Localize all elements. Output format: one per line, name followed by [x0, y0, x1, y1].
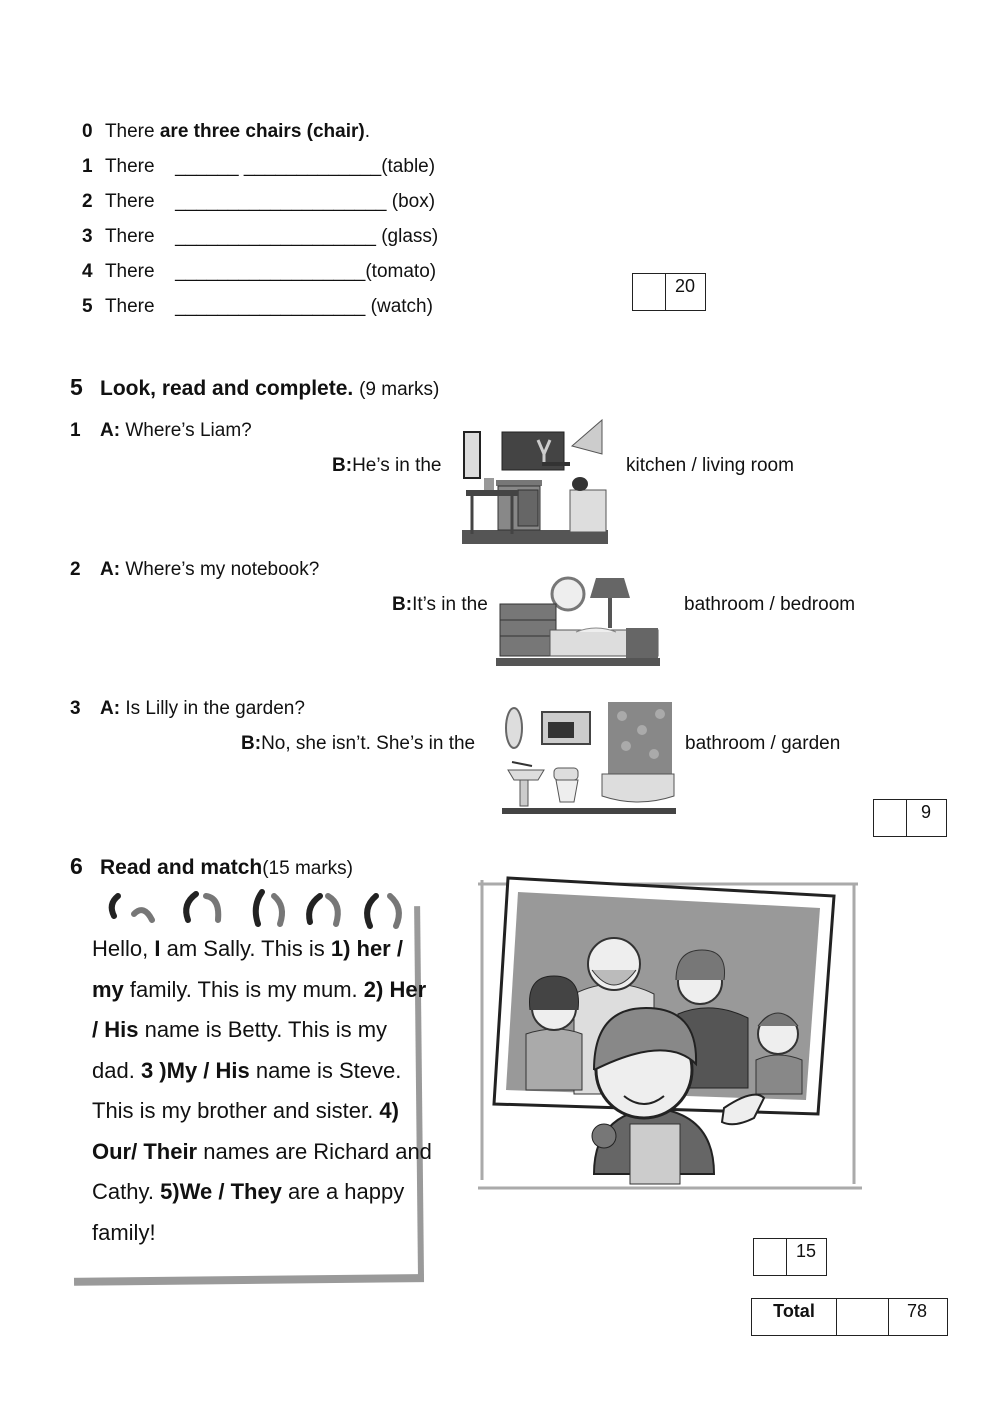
score-entry[interactable] — [754, 1239, 787, 1275]
b-label: B: — [332, 455, 353, 476]
b-label: B: — [241, 733, 262, 754]
line-start: There — [104, 191, 155, 212]
ex4-line-3 — [82, 226, 438, 248]
line-start: There — [104, 261, 155, 282]
section-number: 6 — [70, 853, 83, 879]
text-part: family. This is my mum. — [123, 976, 364, 1002]
a-label: A: — [100, 559, 121, 580]
ex6-heading — [70, 853, 353, 880]
ex5-heading — [70, 374, 439, 401]
b-label: B: — [392, 594, 413, 615]
bathroom-picture — [502, 700, 676, 814]
item-number: 2 — [70, 559, 81, 580]
section-number: 5 — [70, 374, 83, 400]
hint: (tomato) — [365, 261, 437, 282]
choice-2[interactable]: 2) Her / His — [92, 976, 427, 1042]
line-number: 3 — [82, 226, 93, 247]
answer-blank[interactable]: ____________________ — [175, 191, 387, 212]
ex5-answer-2 — [392, 594, 488, 616]
ex5-answer-3 — [241, 733, 475, 755]
ex5-options-2[interactable]: bathroom / bedroom — [684, 594, 856, 615]
a-label: A: — [100, 420, 121, 441]
score-max: 9 — [920, 802, 931, 822]
question-text: Where’s Liam? — [125, 420, 252, 441]
question-text: Is Lilly in the garden? — [125, 698, 305, 719]
text-bold: I — [154, 936, 161, 961]
ex5-question-3 — [70, 698, 305, 720]
ex5-score-box — [873, 799, 947, 837]
line-start: There — [104, 121, 155, 142]
score-entry[interactable] — [874, 800, 907, 836]
line-start: There — [104, 296, 155, 317]
bedroom-picture — [496, 572, 660, 666]
notebook-rings — [100, 886, 420, 932]
line-number: 0 — [82, 121, 93, 142]
ex5-answer-1 — [332, 455, 442, 477]
line-number: 5 — [82, 296, 93, 317]
answer-text: No, she isn’t. She’s in the — [261, 733, 476, 754]
hint: (watch) — [370, 296, 433, 317]
total-label: Total — [752, 1299, 837, 1335]
score-entry[interactable] — [633, 274, 666, 310]
answer-text: He’s in the — [352, 455, 442, 476]
choice-1[interactable]: 1) her / my — [92, 936, 403, 1002]
text-part: am Sally. This is — [160, 936, 331, 961]
text-part: Hello, — [92, 936, 155, 961]
kitchen-picture — [462, 418, 608, 544]
section-marks: (15 marks) — [262, 858, 354, 879]
line-number: 2 — [82, 191, 93, 212]
hint: (box) — [391, 191, 436, 212]
line-start: There — [104, 156, 155, 177]
ex4-line-4 — [82, 261, 436, 283]
ex5-options-3[interactable]: bathroom / garden — [685, 733, 841, 754]
answer-text: It’s in the — [412, 594, 488, 615]
total-max: 78 — [906, 1301, 928, 1321]
section-title: Read and match — [100, 856, 263, 879]
total-entry[interactable] — [837, 1299, 889, 1335]
score-max: 15 — [795, 1241, 817, 1261]
text-part: names are Richard and Cathy. — [92, 1138, 432, 1204]
ex5-question-1 — [70, 420, 252, 442]
example-answer: are three chairs (chair) — [159, 121, 365, 142]
ex6-text — [92, 929, 432, 1253]
ex4-line-2 — [82, 191, 435, 213]
ex4-line-5 — [82, 296, 433, 318]
choice-5[interactable]: 5)We / They — [160, 1179, 282, 1204]
ex4-line-0 — [82, 121, 370, 143]
a-label: A: — [100, 698, 121, 719]
line-number: 4 — [82, 261, 93, 282]
ex5-options-1[interactable]: kitchen / living room — [626, 455, 794, 476]
line-start: There — [104, 226, 155, 247]
choice-3[interactable]: 3 )My / His — [140, 1057, 250, 1083]
section-marks: (9 marks) — [359, 379, 440, 400]
hint: (table) — [381, 156, 436, 177]
answer-blank-2[interactable]: _____________ — [243, 156, 382, 177]
line-number: 1 — [82, 156, 93, 177]
total-score-box — [751, 1298, 948, 1336]
text-part: name is Betty. This is my dad. — [92, 1017, 388, 1083]
answer-blank[interactable]: __________________ — [175, 261, 366, 282]
text-part: name is Steve. This is my brother and sister. — [92, 1057, 402, 1123]
answer-blank[interactable]: __________________ — [175, 296, 366, 317]
section-title: Look, read and complete. — [100, 377, 354, 400]
family-photo-illustration — [474, 874, 864, 1196]
ex6-score-box — [753, 1238, 827, 1276]
ex4-score-box — [632, 273, 706, 311]
ex5-question-2 — [70, 559, 319, 581]
question-text: Where’s my notebook? — [125, 559, 320, 580]
hint: (glass) — [381, 226, 439, 247]
score-max: 20 — [674, 276, 696, 296]
choice-4[interactable]: 4) Our/ Their — [92, 1098, 399, 1164]
answer-blank[interactable]: ___________________ — [175, 226, 376, 247]
text-part: are a happy family! — [92, 1179, 405, 1245]
line-end: . — [364, 121, 371, 142]
ex4-line-1 — [82, 156, 435, 178]
item-number: 3 — [70, 698, 81, 719]
answer-blank-1[interactable]: ______ — [175, 156, 239, 177]
item-number: 1 — [70, 420, 81, 441]
